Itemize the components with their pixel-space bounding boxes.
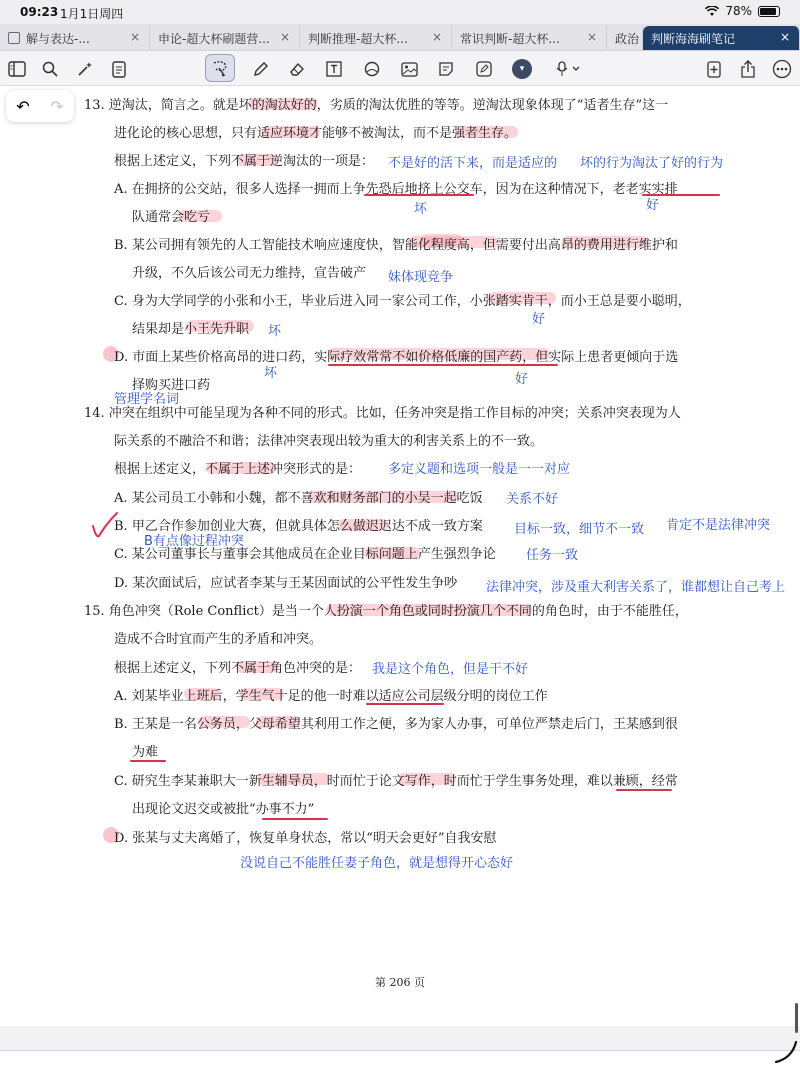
tab-bar <box>0 24 800 51</box>
status-right <box>705 4 780 18</box>
tab-label: 判断推理-超大杯... <box>308 31 408 46</box>
note-bad-relationship: 关系不好 <box>506 492 559 507</box>
note-role: 我是这个角色，但是干不好 <box>372 662 529 677</box>
q14-option-b: B. 甲乙合作参加创业大赛，但就具体怎么做迟迟达不成一致方案 <box>114 519 483 534</box>
more-tools-icon[interactable]: ▾ <box>512 59 532 79</box>
q15-option-b: B. 王某是一名公务员，父母希望其利用工作之便，多为家人办事，可单位严禁走后门，王某感到很 <box>114 717 678 732</box>
note-good: 好 <box>532 312 546 327</box>
tab-label: 判断海海刷笔记 <box>651 31 736 46</box>
page-number: 第 206 页 <box>375 976 425 989</box>
next-page-edge <box>0 1050 800 1067</box>
tab-label: 政治 <box>615 31 640 46</box>
tab-close-icon[interactable]: × <box>129 30 140 44</box>
note-bad-eliminates-good: 坏的行为淘汰了好的行为 <box>580 156 724 171</box>
redo-icon[interactable]: ↷ <box>50 96 64 116</box>
status-time: 09:23 <box>20 5 59 19</box>
note-adapt: 不是好的活下来，而是适应的 <box>388 156 558 171</box>
more-icon[interactable] <box>770 57 794 81</box>
note-task-consistent: 任务一致 <box>526 548 579 563</box>
ink-stroke-icon <box>770 1040 798 1064</box>
q13-option-a-cont: 队通常会吃亏 <box>132 210 211 225</box>
q13-line-1: 13. 逆淘汰，简言之。就是坏的淘汰好的，劣质的淘汰优胜的等等。逆淘汰现象体现了“适者生存”这一 <box>84 98 669 113</box>
q13-option-a: A. 在拥挤的公交站，很多人选择一拥而上争先恐后地挤上公交车，因为在这种情况下，老老实实排 <box>114 182 678 197</box>
sticky-note-icon[interactable] <box>434 57 458 81</box>
q13-option-c: C. 身为大学同学的小张和小王，毕业后进入同一家公司工作，小张踏实肯干，而小王总是要小聪明， <box>114 294 691 309</box>
ink-underline <box>616 789 672 791</box>
sidebar-icon[interactable] <box>5 57 29 81</box>
tab-close-icon[interactable]: × <box>779 30 790 44</box>
status-date: 1月1日周四 <box>60 7 124 21</box>
tab-label: 常识判断-超大杯... <box>460 31 560 46</box>
scrollbar[interactable] <box>795 1003 798 1033</box>
note-bad: 坏 <box>414 202 428 217</box>
tab-close-icon[interactable]: × <box>586 30 597 44</box>
q13-option-b-cont: 升级，不久后该公司无力维持，宣告破产 <box>132 266 367 281</box>
microphone-icon[interactable] <box>553 57 585 81</box>
battery-icon <box>758 6 780 17</box>
lasso-icon[interactable] <box>205 54 235 82</box>
search-icon[interactable] <box>38 57 62 81</box>
note-competition: 妹体现竞争 <box>388 270 454 285</box>
q15-option-a: A. 刘某毕业上班后，学生气十足的他一时难以适应公司层级分明的岗位工作 <box>114 689 548 704</box>
textbox-icon[interactable] <box>322 57 346 81</box>
note-not-legal-conflict: 肯定不是法律冲突 <box>666 518 771 533</box>
wifi-icon <box>705 6 719 17</box>
q14-option-a: A. 某公司员工小韩和小魏，都不喜欢和财务部门的小吴一起吃饭 <box>114 491 483 506</box>
document-icon[interactable] <box>107 57 131 81</box>
q13-option-c-cont: 结果却是小王先升职 <box>132 322 250 337</box>
note-goal-consistent: 目标一致，细节不一致 <box>514 522 645 537</box>
q15-option-d: D. 张某与丈夫离婚了，恢复单身状态，常以“明天会更好”自我安慰 <box>114 831 497 846</box>
eraser-icon[interactable] <box>285 57 309 81</box>
q15-option-c-cont: 出现论文迟交或被批“办事不力” <box>132 802 315 817</box>
q15-line-2: 造成不合时宜而产生的矛盾和冲突。 <box>114 632 323 647</box>
note-bad: 坏 <box>264 366 278 381</box>
note-optimistic: 没说自己不能胜任妻子角色，就是想得开心态好 <box>240 856 514 871</box>
tab-close-icon[interactable]: × <box>431 30 442 44</box>
shapes-icon[interactable] <box>360 57 384 81</box>
q15-option-b-cont: 为难 <box>132 745 159 760</box>
q14-option-d: D. 某次面试后，应试者李某与王某因面试的公平性发生争吵 <box>114 576 458 591</box>
tab-1[interactable] <box>0 26 150 50</box>
pencil-sticker-icon[interactable] <box>472 57 496 81</box>
tab-label: 解与表达-... <box>26 31 90 46</box>
tab-label: 申论-超大杯刷题营... <box>158 31 270 46</box>
note-legal-conflict: 法律冲突，涉及重大利害关系了，谁都想让自己考上 <box>486 580 786 595</box>
q14-line-2: 际关系的不融洽不和谐；法律冲突表现出较为重大的利害关系上的不一致。 <box>114 434 544 449</box>
tab-4[interactable] <box>452 26 607 50</box>
note-good: 好 <box>646 198 660 213</box>
q15-option-c: C. 研究生李某兼职大一新生辅导员，时而忙于论文写作，时而忙于学生事务处理，难以兼顾，经常 <box>114 774 678 789</box>
ink-underline <box>262 818 328 820</box>
pen-icon[interactable] <box>249 57 273 81</box>
status-bar <box>0 0 800 24</box>
image-icon[interactable] <box>397 57 421 81</box>
q14-option-c: C. 某公司董事长与董事会其他成员在企业目标问题上产生强烈争论 <box>114 547 496 562</box>
q15-prompt: 根据上述定义，下列不属于角色冲突的是： <box>114 661 362 676</box>
ink-underline <box>130 760 166 762</box>
q13-prompt: 根据上述定义，下列不属于逆淘汰的一项是： <box>114 154 375 169</box>
tab-3[interactable] <box>300 26 452 50</box>
tab-active[interactable] <box>643 26 800 50</box>
note-good: 好 <box>515 372 529 387</box>
share-icon[interactable] <box>736 57 760 81</box>
note-management-term: 管理学名词 <box>114 392 180 407</box>
tab-close-icon[interactable]: × <box>279 30 290 44</box>
document-page[interactable] <box>0 86 800 1026</box>
toolbar <box>0 51 800 86</box>
q13-option-b: B. 某公司拥有领先的人工智能技术响应速度快，智能化程度高，但需要付出高昂的费用进行维护和 <box>114 238 678 253</box>
tab-5[interactable] <box>607 26 643 50</box>
magic-icon[interactable] <box>73 57 97 81</box>
q13-option-d-cont: 择购买进口药 <box>132 378 211 393</box>
undo-redo-pill <box>6 90 74 122</box>
q13-line-2: 进化论的核心思想，只有适应环境才能够不被淘汰，而不是强者生存。 <box>114 126 518 141</box>
battery-percent: 78% <box>725 4 752 18</box>
undo-icon[interactable]: ↶ <box>16 96 30 116</box>
note-bad: 坏 <box>268 324 282 339</box>
note-one-to-one: 多定义题和选项一般是一一对应 <box>388 462 571 477</box>
q15-line-1: 15. 角色冲突（Role Conflict）是当一个人扮演一个角色或同时扮演几个不同的角色时，由于不能胜任， <box>84 604 688 619</box>
q13-option-d: D. 市面上某些价格高昂的进口药，实际疗效常常不如价格低廉的国产药，但实际上患者更倾向于选 <box>114 350 679 365</box>
add-page-icon[interactable] <box>702 57 726 81</box>
q14-prompt: 根据上述定义，不属于上述冲突形式的是： <box>114 462 362 477</box>
q14-line-1: 14. 冲突在组织中可能呈现为各种不同的形式。比如，任务冲突是指工作目标的冲突；关系冲突表现为人 <box>84 406 681 421</box>
document-tab-icon <box>8 32 20 44</box>
note-process-conflict: B有点像过程冲突 <box>144 534 244 549</box>
tab-2[interactable] <box>150 26 300 50</box>
